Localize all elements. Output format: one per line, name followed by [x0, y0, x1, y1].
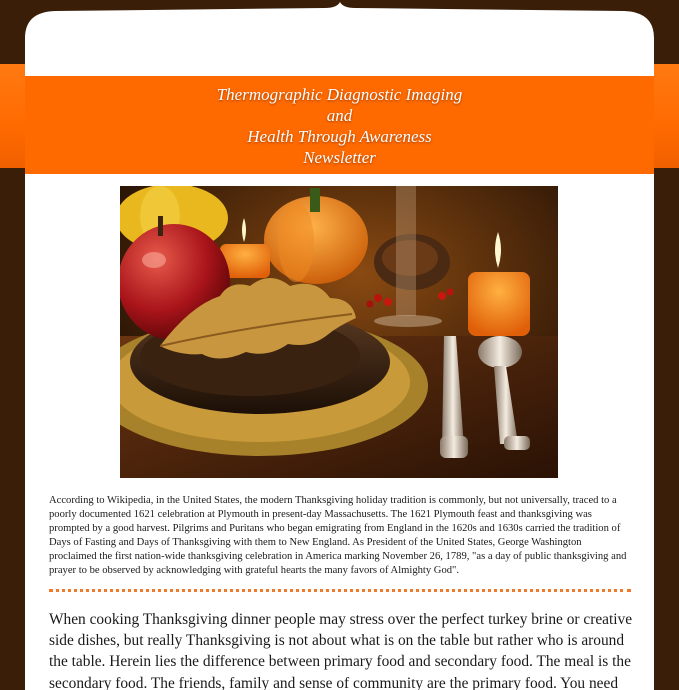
dotted-divider	[49, 589, 631, 592]
intro-paragraph: According to Wikipedia, in the United States, the modern Thanksgiving holiday tradition is commonly, but not universally, traced to a poorly documented 1621 celebration at Plymouth in present-day Massachusetts. The 1621 Plymouth feast and thanksgiving was prompted by a good harvest. Pilgrims and Puritans who began emigrating from England in the 1620s and 1630s carried the tradition of Days of Fasting and Days of Thanksgiving with them to New England. As President of the United States, George Washington proclaimed the first nation-wide thanksgiving celebration in America marking November 26, 1789, "as a day of public thanksgiving and prayer to be observed by acknowledging with grateful hearts the many favors of Almighty God".	[49, 495, 627, 576]
header-title-line-1: Thermographic Diagnostic Imaging	[216, 85, 463, 104]
card-scalloped-top	[25, 0, 654, 80]
header-title-line-3: Health Through Awareness	[247, 127, 432, 146]
header-title-line-4: Newsletter	[303, 148, 376, 167]
hero-illustration	[120, 186, 558, 478]
body-paragraph: When cooking Thanksgiving dinner people may stress over the perfect turkey brine or creative side dishes, but really Thanksgiving is not about what is on the table but rather who is around the table. Herein lies the difference between primary food and secondary food. The meal is the secondary food. The friends, family and sense of community are the primary food. You need	[49, 611, 633, 690]
header-title-line-2: and	[326, 106, 353, 125]
thanksgiving-hero-image	[120, 186, 558, 478]
newsletter-header	[25, 76, 654, 174]
newsletter-card	[25, 0, 654, 690]
